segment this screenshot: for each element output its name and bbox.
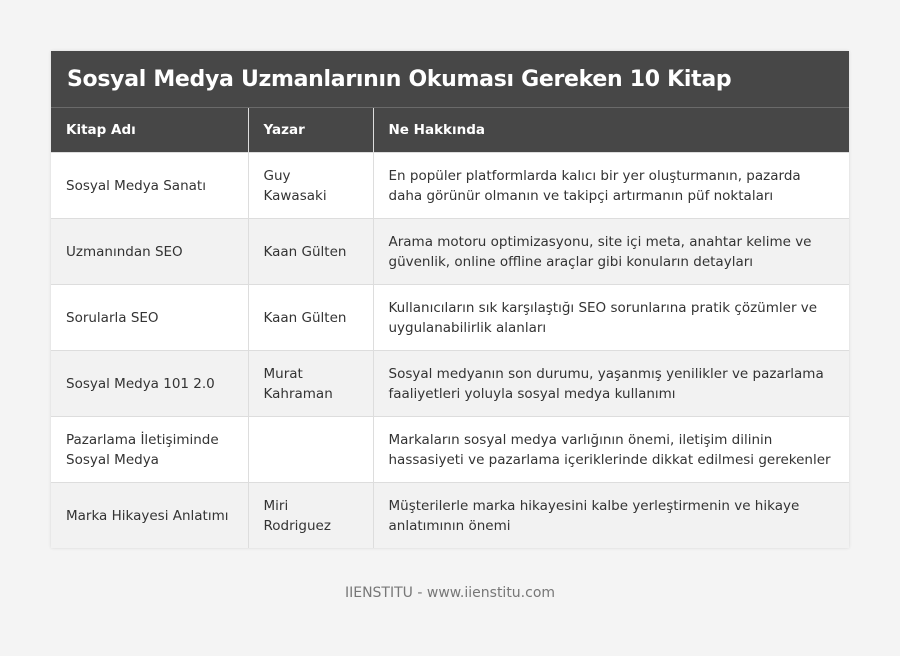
table-title: Sosyal Medya Uzmanlarının Okuması Gereken 10 Kitap [51,51,849,108]
book-cell: Sosyal Medya 101 2.0 [51,351,248,417]
table-row [51,483,849,549]
author-cell: Murat Kahraman [248,351,373,417]
book-cell: Marka Hikayesi Anlatımı [51,483,248,549]
column-header-author: Yazar [248,108,373,153]
author-cell [248,417,373,483]
column-header-about: Ne Hakkında [373,108,849,153]
book-table-card [51,51,849,548]
about-cell: Müşterilerle marka hikayesini kalbe yerleştirmenin ve hikaye anlatımının önemi [373,483,849,549]
book-cell: Uzmanından SEO [51,219,248,285]
author-cell: Kaan Gülten [248,219,373,285]
about-cell: Kullanıcıların sık karşılaştığı SEO sorunlarına pratik çözümler ve uygulanabilirlik alanları [373,285,849,351]
table-row [51,153,849,219]
author-cell: Guy Kawasaki [248,153,373,219]
column-header-book: Kitap Adı [51,108,248,153]
footer-credit: IIENSTITU - www.iienstitu.com [344,585,556,601]
table-row [51,417,849,483]
book-cell: Sorularla SEO [51,285,248,351]
author-cell: Miri Rodriguez [248,483,373,549]
table-row [51,285,849,351]
book-cell: Sosyal Medya Sanatı [51,153,248,219]
table-row [51,219,849,285]
table-row [51,351,849,417]
book-cell: Pazarlama İletişiminde Sosyal Medya [51,417,248,483]
about-cell: Sosyal medyanın son durumu, yaşanmış yenilikler ve pazarlama faaliyetleri yoluyla sosyal medya kullanımı [373,351,849,417]
about-cell: En popüler platformlarda kalıcı bir yer oluşturmanın, pazarda daha görünür olmanın ve takipçi artırmanın püf noktaları [373,153,849,219]
about-cell: Markaların sosyal medya varlığının önemi, iletişim dilinin hassasiyeti ve pazarlama içeriklerinde dikkat edilmesi gerekenler [373,417,849,483]
about-cell: Arama motoru optimizasyonu, site içi meta, anahtar kelime ve güvenlik, online offline araçlar gibi konuların detayları [373,219,849,285]
book-table [51,108,849,548]
author-cell: Kaan Gülten [248,285,373,351]
header-row [51,108,849,153]
